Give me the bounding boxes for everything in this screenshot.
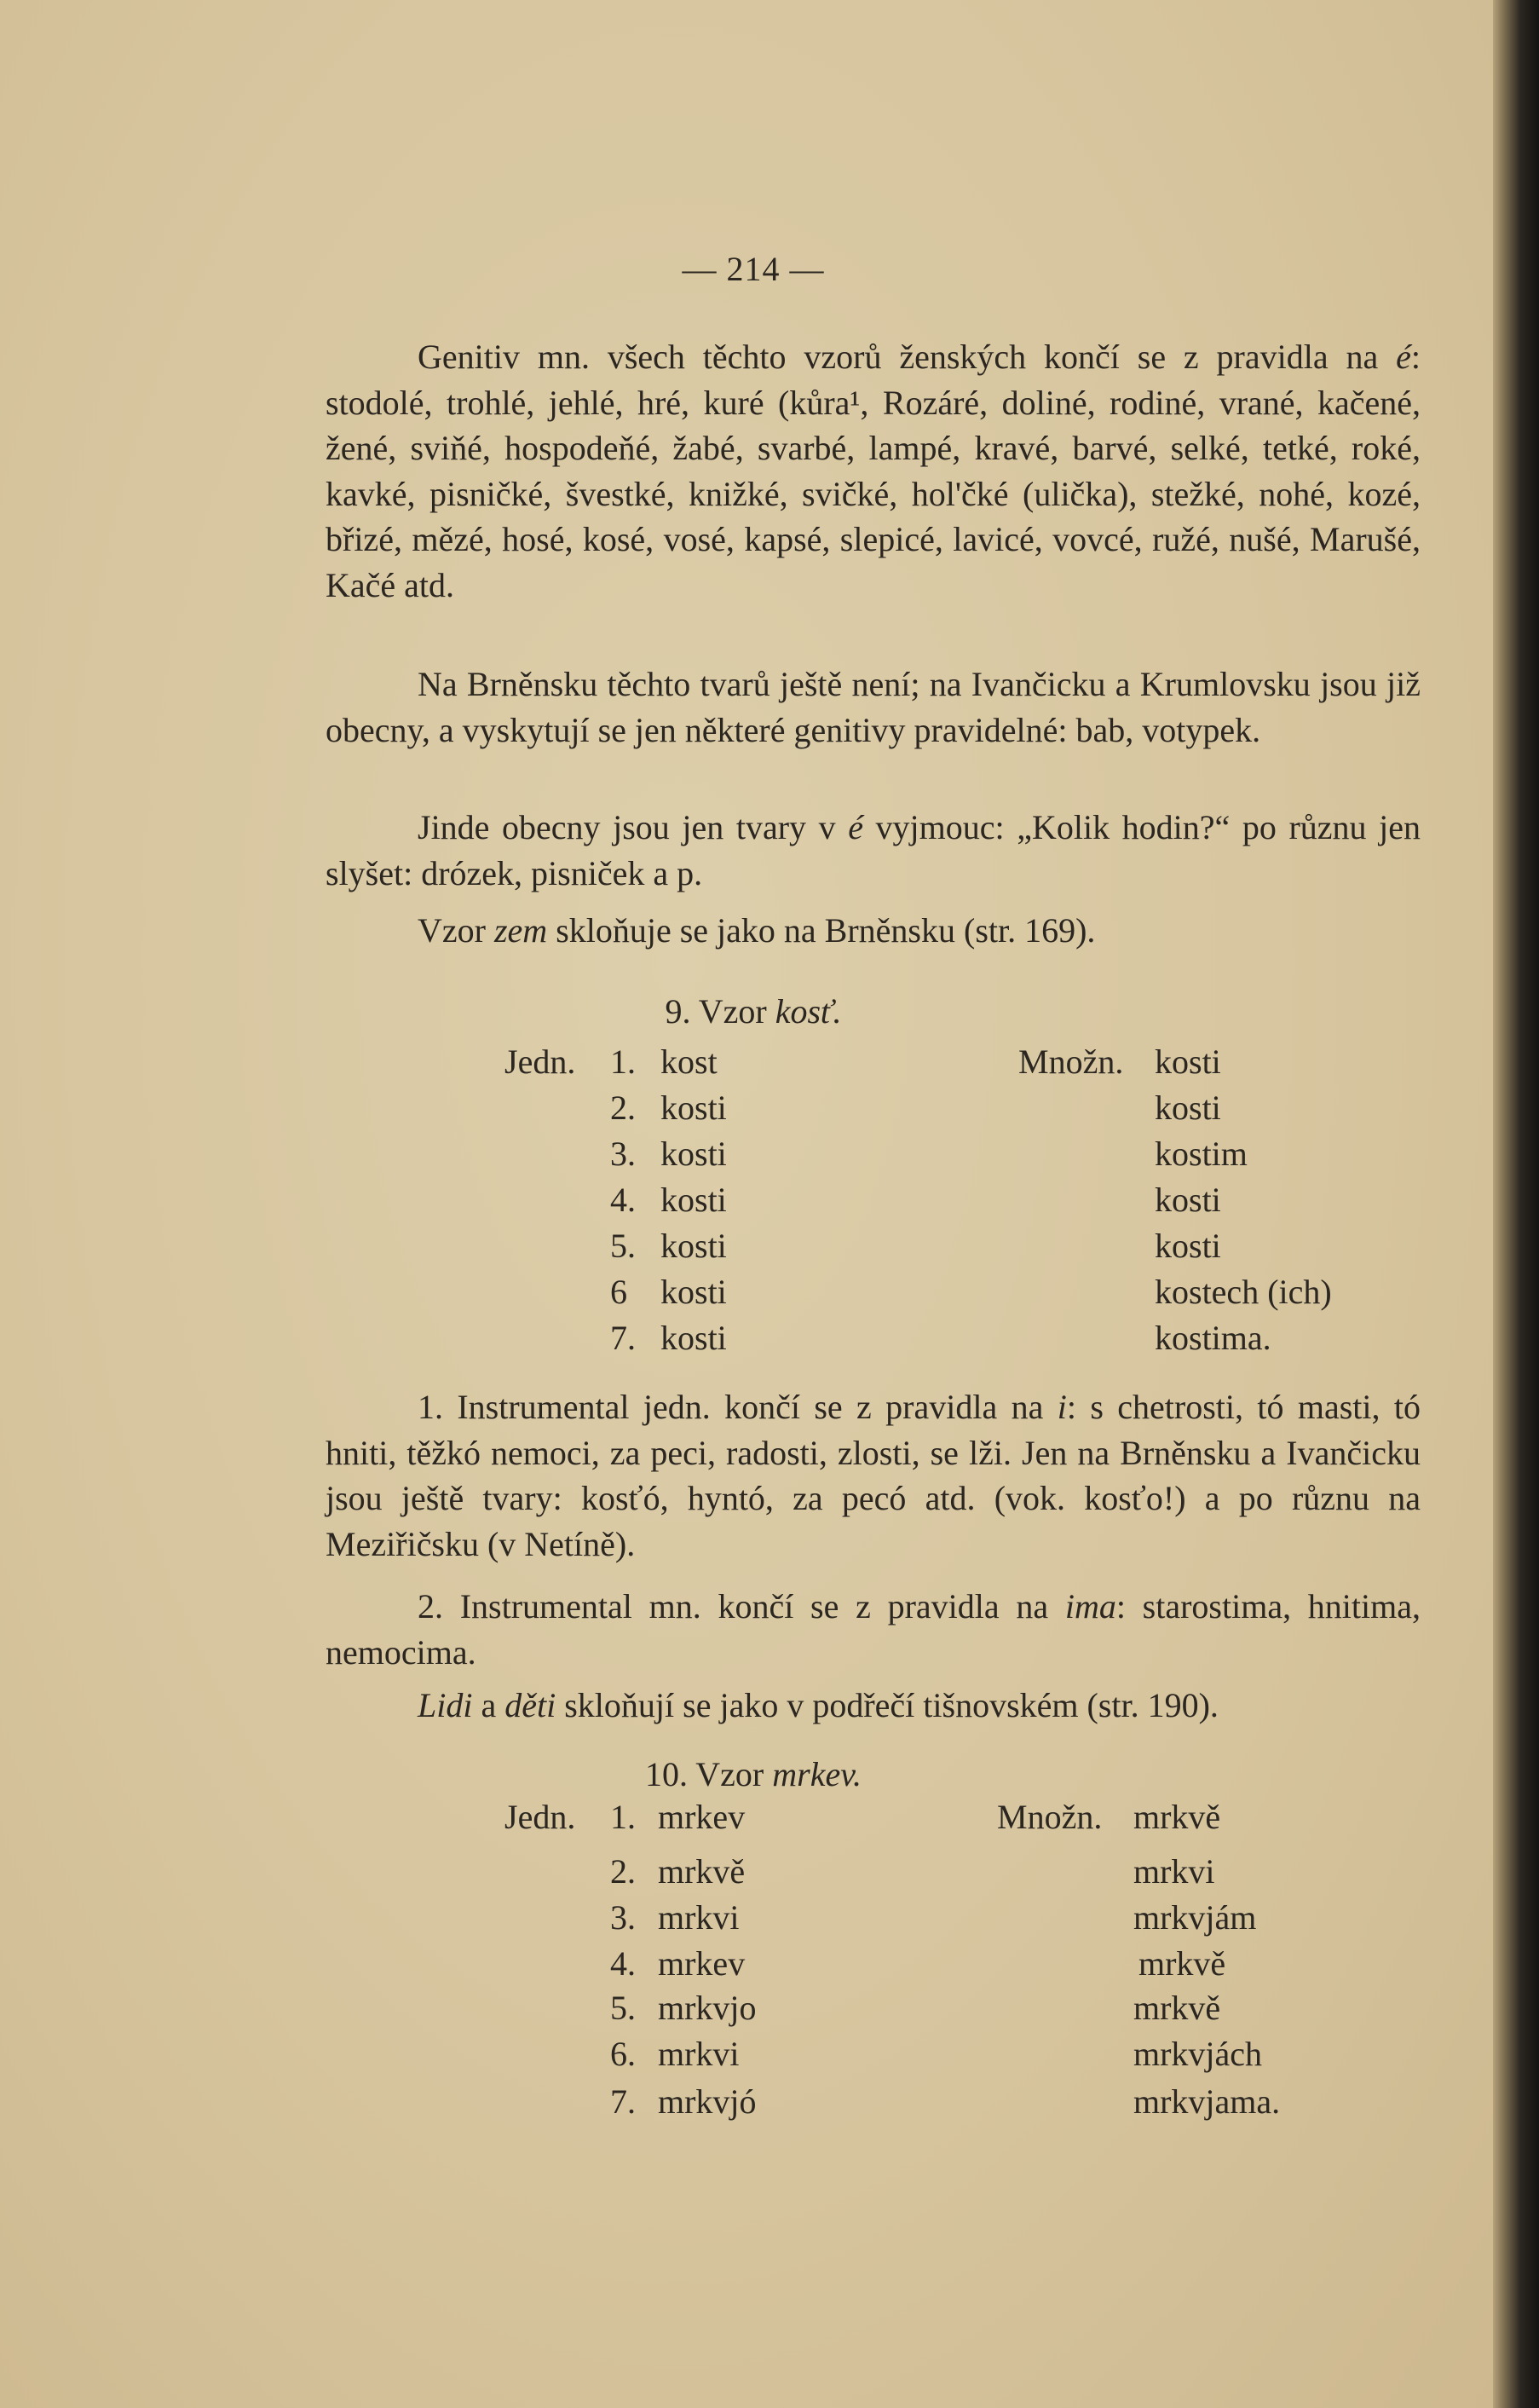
singular-form: kosti (660, 1273, 727, 1311)
table-row (0, 1226, 1507, 1272)
case-number: 7. (610, 1319, 636, 1357)
singular-form: kosti (660, 1089, 727, 1127)
singular-form: mrkvě (658, 1852, 746, 1891)
plural-form: kosti (1155, 1181, 1221, 1219)
case-number: 6 (610, 1273, 627, 1311)
word-italic: Lidi (418, 1686, 473, 1724)
paragraph-text: : s chetrosti, tó masti, tó hniti, těžkó nemoci, za peci, radosti, zlosti, se lži. Jen na Brněnsku a Ivančicku jsou ještě tvary: kosťó, hyntó, za pecó atd. (vok. kosťo!) a po různu na Meziřičsku (v Netíně). (326, 1388, 1421, 1563)
paragraph-brnensko (326, 661, 1421, 753)
table-row (0, 1988, 1507, 2034)
table-row (0, 1042, 1507, 1088)
paragraph-text: 1. Instrumental jedn. končí se z pravidla na (418, 1388, 1058, 1426)
plural-form: mrkvjama. (1133, 2082, 1281, 2121)
table-row (0, 1897, 1507, 1943)
plural-form: mrkvě (1133, 1798, 1221, 1836)
table-row (0, 1943, 1507, 1989)
paragraph-text: skloňují se jako v podřečí tišnovském (str. 190). (556, 1686, 1219, 1724)
paragraph-text: : stodolé, trohlé, jehlé, hré, kuré (kůra¹, Rozáré, doliné, rodiné, vrané, kačené, žené, sviňé, hospodeňé, žabé, svarbé, lampé, kravé, barvé, selké, tetké, roké, kavké, pisničké, švestké, knižké, svičké, hol'čké (ulička), stežké, nohé, kozé, břizé, mězé, hosé, kosé, vosé, kapsé, slepicé, lavicé, vovcé, ružé, nušé, Marušé, Kačé atd. (326, 338, 1421, 604)
paragraph-text: Jinde obecny jsou jen tvary v (418, 808, 849, 846)
table-row (0, 1851, 1507, 1897)
table-row (0, 1318, 1507, 1364)
paragraph-text: : starostima, hnitima, nemocima. (326, 1587, 1421, 1672)
paragraph-instrumental-sg (326, 1384, 1421, 1567)
table-row (0, 1088, 1507, 1134)
plural-form: kostim (1155, 1135, 1248, 1173)
title-word: mrkev. (772, 1755, 862, 1793)
singular-form: mrkev (658, 1944, 746, 1983)
table-kost-title: 9. Vzor kosť. (665, 992, 842, 1031)
paragraph-text: a (472, 1686, 505, 1724)
paragraph-text: Na Brněnsku těchto tvarů ještě není; na Ivančicku a Krumlovsku jsou již obecny, a vyskytují se jen některé genitivy pravidelné: bab, votypek. (326, 665, 1421, 749)
case-number: 5. (610, 1989, 636, 2027)
table-mrkev-title: 10. Vzor mrkev. (645, 1755, 862, 1793)
case-number: 4. (610, 1181, 636, 1219)
table-row (0, 2034, 1507, 2080)
table-row (0, 1797, 1507, 1843)
paragraph-jinde (326, 805, 1421, 896)
plural-form: mrkvi (1133, 1852, 1215, 1891)
plural-form: mrkvjách (1133, 2035, 1263, 2073)
page-number: — 214 — (682, 250, 825, 288)
ending-italic: é (1396, 338, 1411, 376)
case-number: 1. (610, 1798, 636, 1836)
ending-italic: é (848, 808, 863, 846)
case-number: 2. (610, 1852, 636, 1891)
title-word: kosť. (775, 992, 842, 1031)
singular-form: mrkvjó (658, 2082, 757, 2121)
paragraph-vzor-zem (326, 908, 1421, 954)
case-number: 7. (610, 2082, 636, 2121)
plural-form: kosti (1155, 1089, 1221, 1127)
singular-form: mrkvi (658, 2035, 740, 2073)
case-number: 2. (610, 1089, 636, 1127)
singular-label: Jedn. (504, 1798, 576, 1836)
table-row (0, 1134, 1507, 1180)
paragraph-text: vyjmouc: „Kolik hodin?“ po různu jen slyšet: drózek, pisniček a p. (326, 808, 1421, 892)
plural-form: mrkvjám (1133, 1898, 1257, 1937)
plural-form: kostech (ich) (1155, 1273, 1332, 1311)
table-row (0, 2082, 1507, 2128)
paragraph-lidi-deti (326, 1683, 1421, 1729)
singular-form: mrkev (658, 1798, 746, 1836)
singular-form: kosti (660, 1135, 727, 1173)
ending-italic: ima (1064, 1587, 1116, 1626)
paragraph-genitive (326, 334, 1421, 608)
table-row (0, 1272, 1507, 1318)
singular-form: mrkvi (658, 1898, 740, 1937)
word-italic: děti (504, 1686, 556, 1724)
singular-form: kosti (660, 1227, 727, 1265)
singular-form: kost (660, 1042, 718, 1081)
case-number: 3. (610, 1135, 636, 1173)
plural-form: mrkvě (1133, 1989, 1221, 2027)
case-number: 3. (610, 1898, 636, 1937)
plural-label: Množn. (1018, 1042, 1124, 1081)
case-number: 4. (610, 1944, 636, 1983)
plural-form: kostima. (1155, 1319, 1271, 1357)
case-number: 5. (610, 1227, 636, 1265)
ending-italic: i (1057, 1388, 1067, 1426)
plural-form: kosti (1155, 1227, 1221, 1265)
singular-form: mrkvjo (658, 1989, 757, 2027)
paragraph-text: Genitiv mn. všech těchto vzorů ženských končí se z pravidla na (418, 338, 1397, 376)
singular-label: Jedn. (504, 1042, 576, 1081)
case-number: 6. (610, 2035, 636, 2073)
singular-form: kosti (660, 1319, 727, 1357)
word-italic: zem (493, 911, 548, 950)
plural-form: mrkvě (1138, 1944, 1226, 1983)
paragraph-text: 2. Instrumental mn. končí se z pravidla na (418, 1587, 1065, 1626)
paragraph-instrumental-pl (326, 1584, 1421, 1675)
plural-form: kosti (1155, 1042, 1221, 1081)
case-number: 1. (610, 1042, 636, 1081)
singular-form: kosti (660, 1181, 727, 1219)
table-row (0, 1180, 1507, 1226)
paragraph-text: Vzor (418, 911, 494, 950)
plural-label: Množn. (997, 1798, 1103, 1836)
paragraph-text: skloňuje se jako na Brněnsku (str. 169). (547, 911, 1096, 950)
